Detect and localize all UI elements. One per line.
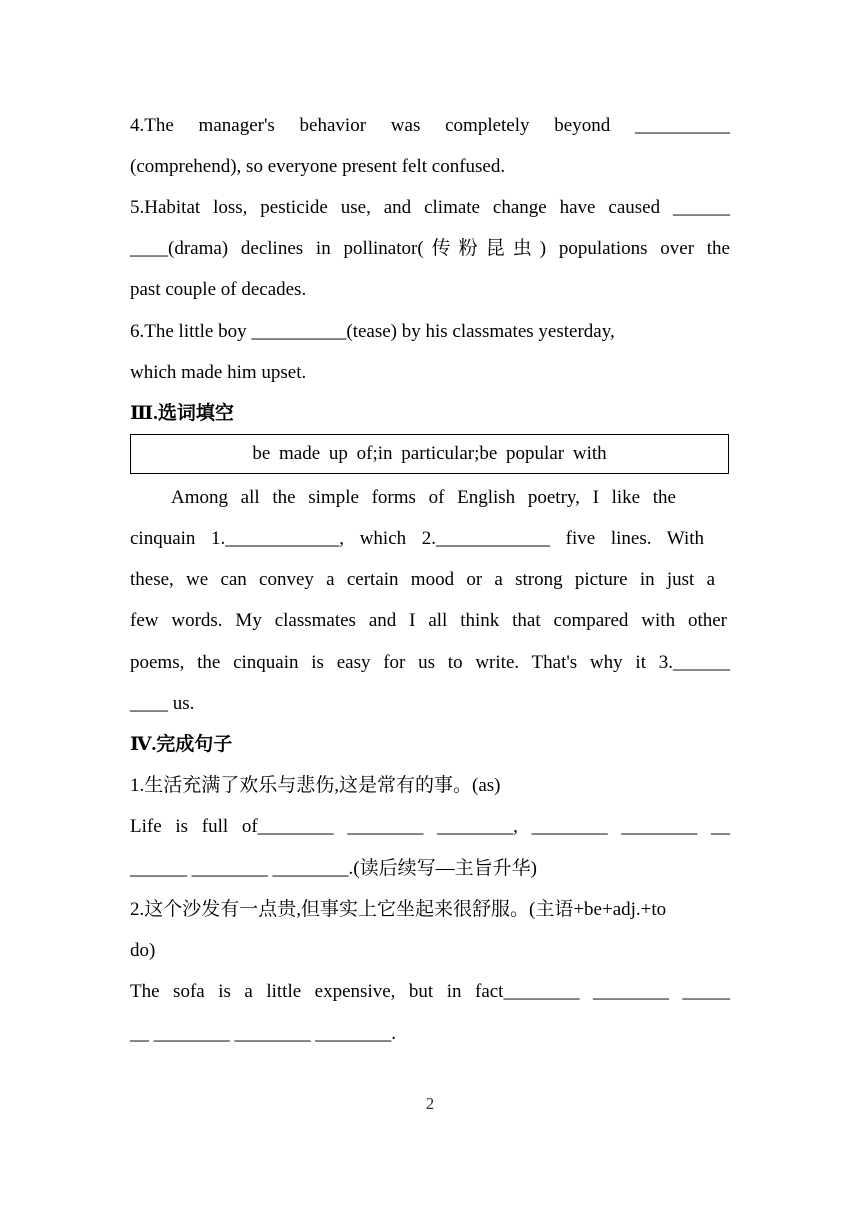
question-4-line-2: (comprehend), so everyone present felt confused. — [130, 156, 506, 177]
question-5-line-1: 5.Habitat loss, pesticide use, and climate change have caused ______ — [130, 197, 730, 218]
passage-line-6: ____ us. — [130, 693, 195, 714]
sentence-1-line-1: Life is full of________ ________ ________, ________ ________ __ — [130, 816, 730, 837]
sentence-1-line-2: ______ ________ ________.(读后续写—主旨升华) — [130, 858, 537, 879]
passage-line-2: cinquain 1.____________, which 2.____________ five lines. With — [130, 528, 704, 549]
word-box-text: be made up of;in particular;be popular with — [252, 443, 607, 464]
question-6-line-1: 6.The little boy __________(tease) by his classmates yesterday, — [130, 321, 615, 342]
word-box — [130, 434, 729, 474]
passage-line-3: these, we can convey a certain mood or a strong picture in just a — [130, 569, 715, 590]
page-number: 2 — [425, 1094, 435, 1113]
sentence-2-line-2: __ ________ ________ ________. — [130, 1023, 396, 1044]
question-6-line-2: which made him upset. — [130, 362, 307, 383]
question-4-line-1: 4.The manager's behavior was completely beyond __________ — [130, 115, 730, 136]
passage-line-4: few words. My classmates and I all think that compared with other — [130, 610, 727, 631]
section-4-heading: Ⅳ.完成句子 — [130, 734, 233, 755]
question-5-line-3: past couple of decades. — [130, 279, 307, 300]
section-3-heading: Ⅲ.选词填空 — [130, 403, 234, 424]
sentence-2-prompt-cont: do) — [130, 940, 156, 961]
sentence-2-prompt: 2.这个沙发有一点贵,但事实上它坐起来很舒服。(主语+be+adj.+to — [130, 899, 667, 920]
sentence-1-prompt: 1.生活充满了欢乐与悲伤,这是常有的事。(as) — [130, 775, 501, 796]
question-5-line-2: ____(drama) declines in pollinator(传粉昆虫) populations over the — [130, 238, 730, 259]
sentence-2-line-1: The sofa is a little expensive, but in fact________ ________ _____ — [130, 981, 730, 1002]
passage-line-1: Among all the simple forms of English poetry, I like the — [171, 487, 676, 508]
passage-line-5: poems, the cinquain is easy for us to write. That's why it 3.______ — [130, 652, 730, 673]
